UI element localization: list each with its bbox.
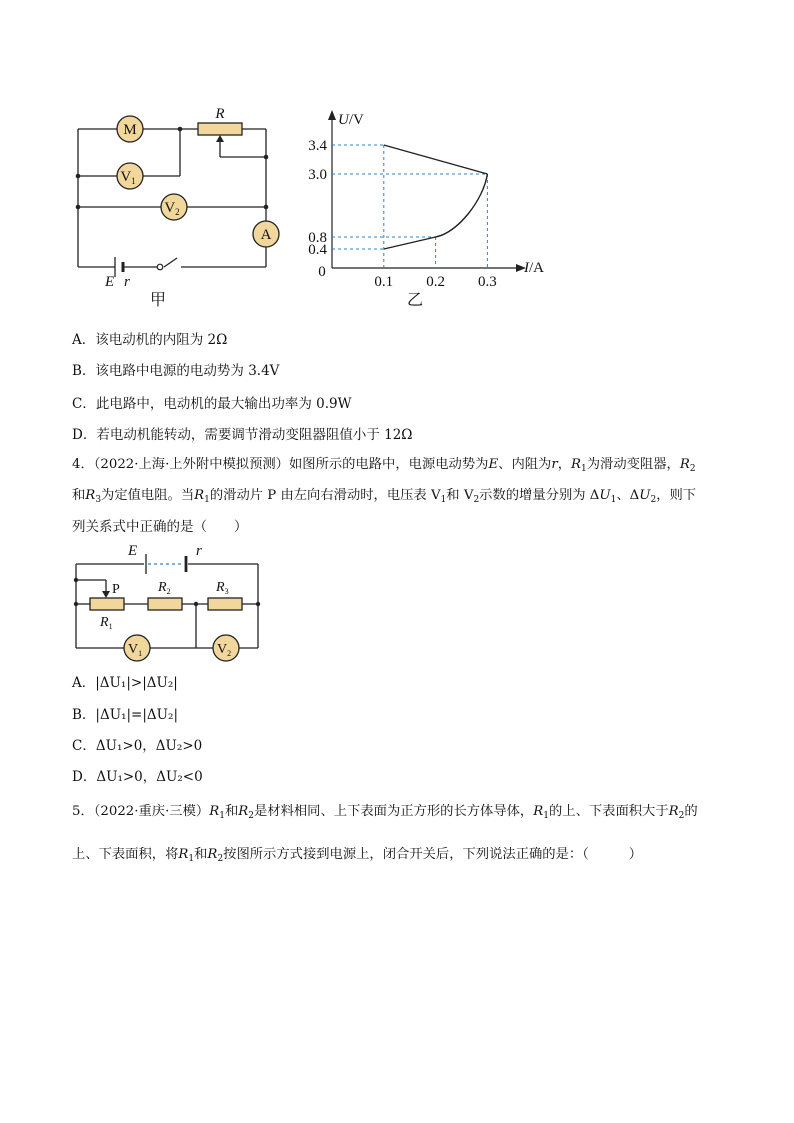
r1-label: $R_1$ [100, 615, 113, 631]
y-tick-3.4: 3.4 [308, 138, 327, 154]
q4-internal-r-label: r [196, 543, 202, 559]
caption-yi: 乙 [406, 292, 424, 309]
y-tick-3.0: 3.0 [308, 167, 327, 183]
q5-stem-line2: 上、下表面积，将$R_1$和$R_2$按图所示方式接到电源上，闭合开关后，下列说法正确的是：（ ） [72, 847, 643, 864]
y-axis-label: U/V [338, 112, 364, 128]
meter-a-label: A [260, 227, 272, 243]
slider-p-label: P [112, 582, 120, 597]
x-tick-0.2: 0.2 [426, 274, 445, 290]
r3-label: $R_3$ [216, 580, 229, 596]
y-tick-0.4: 0.4 [308, 242, 327, 258]
caption-jia: 甲 [149, 292, 167, 309]
x-axis-label: I/A [524, 260, 544, 276]
meter-v2-label: V [164, 200, 176, 216]
y-tick-0.8: 0.8 [308, 230, 327, 246]
q3-option-a[interactable]: A．该电动机的内阻为 2Ω [72, 332, 228, 348]
series-upper-line [384, 145, 488, 174]
svg-text:V1: $V_1$ [120, 169, 136, 186]
q4-stem-line1: 4．（2022·上海·上外附中模拟预测）如图所示的电路中，电源电动势为E、内阻为r，$R_1$为滑动变阻器，$R_2$ [72, 457, 696, 474]
q4-option-c[interactable]: C．ΔU₁>0，ΔU₂>0 [72, 738, 203, 754]
r2-label: $R_2$ [158, 580, 171, 596]
q4-emf-label: E [128, 543, 138, 559]
ui-graph-yi [290, 100, 560, 315]
q5-stem-line1: 5．（2022·重庆·三模）$R_1$和$R_2$是材料相同、上下表面为正方形的长方体导体，$R_1$的上、下表面积大于$R_2$的 [72, 804, 698, 821]
q4-option-b[interactable]: B．|ΔU₁|=|ΔU₂| [72, 707, 179, 723]
q3-option-d[interactable]: D．若电动机能转动，需要调节滑动变阻器阻值小于 12Ω [72, 427, 413, 443]
svg-text:V2: $V_2$ [216, 642, 232, 658]
svg-text:V1: $V_1$ [127, 642, 143, 658]
q4-circuit-figure [66, 540, 271, 668]
x-tick-0.3: 0.3 [478, 274, 497, 290]
origin-label: 0 [318, 264, 326, 280]
q4-stem-line3: 列关系式中正确的是（ ） [72, 519, 248, 535]
q3-option-b[interactable]: B．该电路中电源的电动势为 3.4V [72, 363, 280, 379]
emf-e-label: E [105, 274, 115, 290]
meter-m-label: M [123, 122, 137, 138]
q4-option-d[interactable]: D．ΔU₁>0，ΔU₂<0 [72, 769, 203, 785]
q3-option-c[interactable]: C．此电路中，电动机的最大输出功率为 0.9W [72, 396, 352, 412]
svg-text:V2: $V_2$ [164, 200, 180, 217]
circuit-figure-jia [60, 100, 290, 315]
q4-stem-line2: 和$R_3$为定值电阻。当$R_1$的滑动片 P 由左向右滑动时，电压表 $V_1$和 $V_2$示数的增量分别为 $\Delta U_1$、$\Delta U_2$，则下 [72, 488, 697, 505]
q4-option-a[interactable]: A．|ΔU₁|>|ΔU₂| [72, 675, 178, 691]
x-tick-0.1: 0.1 [374, 274, 394, 290]
internal-r-label: r [124, 274, 130, 290]
resistor-r-label: R [215, 106, 225, 122]
meter-v1-label: V [120, 169, 132, 185]
